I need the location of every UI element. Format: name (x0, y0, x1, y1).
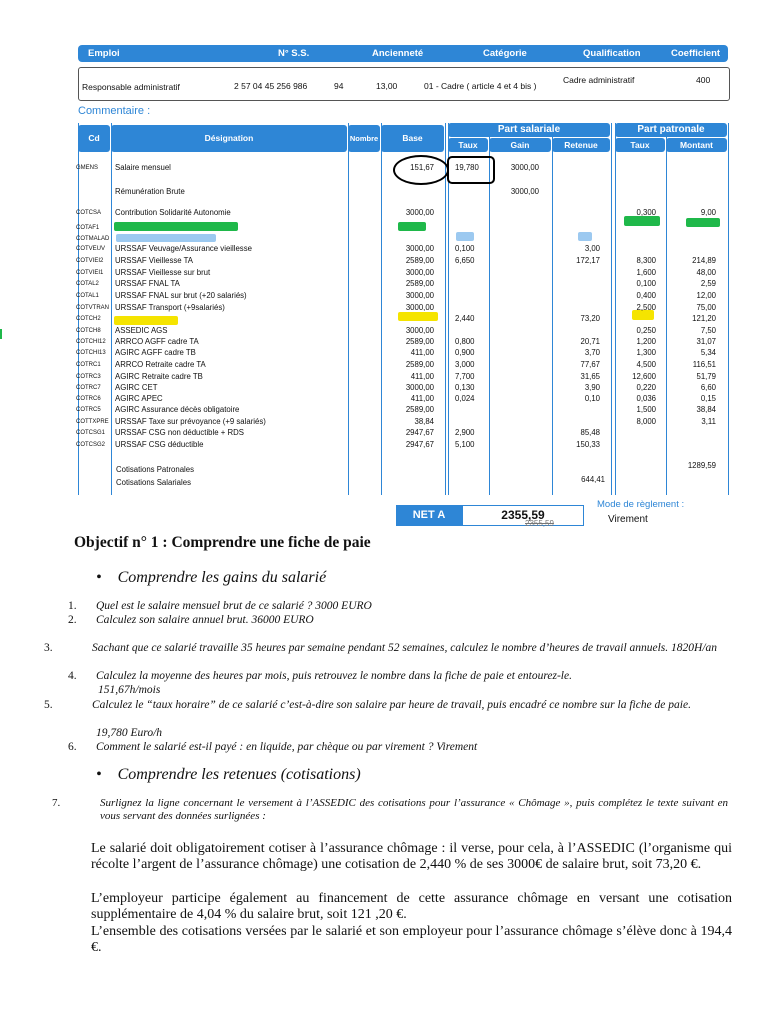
row-11-mt: 121,20 (692, 314, 716, 323)
employee-ss: 2 57 04 45 256 986 (234, 81, 308, 91)
row-2-base: 3000,00 (405, 208, 434, 217)
section-gains: • Comprendre les gains du salarié (96, 569, 327, 586)
row-22-taux: 5,100 (455, 440, 475, 449)
row-21-des: URSSAF CSG non déductible + RDS (115, 428, 244, 437)
employee-coefficient: 400 (696, 75, 711, 85)
row-16-mt: 51,79 (696, 372, 716, 381)
row-0-gain: 3000,00 (510, 163, 539, 172)
q4-text: Calculez la moyenne des heures par mois, puis retrouvez le nombre dans la fiche de paie et entourez-le. (96, 670, 572, 682)
row-19-mt: 38,84 (696, 405, 716, 414)
row-21-cd: COTCSG1 (76, 430, 106, 436)
row-16-des: AGIRC Retraite cadre TB (115, 372, 203, 381)
highlight-blue-retenue (578, 232, 592, 241)
highlight-green-designation (114, 222, 238, 231)
row-14-cd: COTCHI13 (76, 350, 106, 356)
q1-number: 1. (68, 600, 77, 612)
row-18-tp: 0,036 (636, 394, 656, 403)
q6-text: Comment le salarié est-il payé : en liquide, par chèque ou par virement ? Virement (96, 741, 478, 753)
highlight-green-montant (686, 218, 720, 227)
q6-number: 6. (68, 741, 77, 753)
colhead-part-salariale: Part salariale (448, 123, 610, 137)
q7-text: Surlignez la ligne concernant le versement à l’ASSEDIC des cotisations pour l’assurance « Chômage », puis complétez le texte suivant en vous servant des données surlignées : (100, 797, 728, 822)
row-6-des: URSSAF Vieillesse TA (115, 256, 193, 265)
employee-anciennete: 13,00 (376, 81, 398, 91)
row-6-ret: 172,17 (576, 256, 600, 265)
row-22-base: 2947,67 (405, 440, 434, 449)
row-17-cd: COTRC7 (76, 385, 101, 391)
paragraph-salarie: Le salarié doit obligatoirement cotiser à l’assurance chômage : il verse, pour cela, à l’ASSEDIC (l’organisme qui récolte l’argent de l’assurance chômage) une cotisation de 2,440 % de ses 3000€ de salaire brut, soit 73,20 €. (91, 841, 732, 873)
row-21-base: 2947,67 (405, 428, 434, 437)
row-18-ret: 0,10 (584, 394, 600, 403)
employee-ss-key: 94 (334, 81, 344, 91)
total-salariales-value: 644,41 (581, 475, 605, 484)
row-17-mt: 6,60 (700, 383, 716, 392)
row-22-ret: 150,33 (576, 440, 600, 449)
header-categorie: Catégorie (483, 48, 527, 59)
row-7-des: URSSAF Vieillesse sur brut (115, 268, 211, 277)
question-4 (68, 670, 708, 683)
mode-reglement-label: Mode de règlement : (597, 499, 685, 510)
row-14-des: AGIRC AGFF cadre TB (115, 348, 196, 357)
row-20-cd: COTTXPRE (76, 419, 109, 425)
q3-text: Sachant que ce salarié travaille 35 heures par semaine pendant 52 semaines, calculez le nombre d’heures de travail annuels. 1820H/an (92, 642, 718, 654)
row-19-cd: COTRC5 (76, 407, 101, 413)
highlight-green-base (398, 222, 426, 231)
header-anciennete: Ancienneté (372, 48, 424, 59)
colhead-taux-s: Taux (448, 138, 488, 152)
row-2-cd: COTCSA (76, 210, 102, 216)
row-18-base: 411,00 (410, 394, 434, 403)
employee-categorie: 01 - Cadre ( article 4 et 4 bis ) (424, 81, 537, 91)
row-15-tp: 4,500 (636, 360, 656, 369)
row-9-tp: 0,400 (636, 291, 656, 300)
net-a-payer-label: NET A PAYER (396, 505, 462, 526)
question-5 (44, 699, 732, 712)
row-20-mt: 3,11 (701, 417, 716, 426)
exercise-title: Objectif n° 1 : Comprendre une fiche de paie (74, 534, 371, 551)
row-16-cd: COTRC3 (76, 374, 101, 380)
row-1-des: Rémunération Brute (115, 187, 185, 196)
row-7-tp: 1,600 (636, 268, 656, 277)
row-9-cd: COTAL1 (76, 293, 99, 299)
colhead-montant: Montant (666, 138, 727, 152)
row-5-des: URSSAF Veuvage/Assurance vieillesse (115, 244, 252, 253)
row-0-base: 151,67 (410, 163, 434, 172)
row-17-taux: 0,130 (455, 383, 475, 392)
row-18-cd: COTRC6 (76, 396, 101, 402)
row-2-tp: 0,300 (636, 208, 656, 217)
row-15-cd: COTRC1 (76, 362, 101, 368)
row-12-cd: COTCH8 (76, 328, 101, 334)
colhead-cd: Cd (78, 125, 110, 152)
row-5-cd: COTVEUV (76, 246, 106, 252)
row-13-base: 2589,00 (405, 337, 434, 346)
row-20-des: URSSAF Taxe sur prévoyance (+9 salariés) (115, 417, 266, 426)
q5-number: 5. (44, 699, 53, 711)
row-7-cd: COTVIEI1 (76, 270, 104, 276)
colhead-part-patronale: Part patronale (615, 123, 727, 137)
col-nombre (348, 123, 382, 495)
row-6-mt: 214,89 (692, 256, 716, 265)
highlight-blue-designation (116, 234, 216, 242)
row-0-cd: GMENS (76, 165, 99, 171)
row-5-ret: 3,00 (584, 244, 600, 253)
row-19-base: 2589,00 (405, 405, 434, 414)
row-18-mt: 0,15 (700, 394, 716, 403)
row-3-cd: COTAF1 (76, 225, 100, 231)
header-qualification: Qualification (583, 48, 641, 59)
highlight-blue-taux (456, 232, 474, 241)
total-patronales-label: Cotisations Patronales (116, 465, 195, 474)
row-17-base: 3000,00 (405, 383, 434, 392)
row-11-taux: 2,440 (455, 314, 475, 323)
row-4-cd: COTMALAD (76, 236, 110, 242)
row-19-tp: 1,500 (636, 405, 656, 414)
row-13-des: ARRCO AGFF cadre TA (115, 337, 199, 346)
row-8-base: 2589,00 (405, 279, 434, 288)
row-10-des: URSSAF Transport (+9salariés) (115, 303, 225, 312)
question-3 (44, 642, 732, 655)
row-21-taux: 2,900 (455, 428, 475, 437)
row-1-gain: 3000,00 (510, 187, 539, 196)
row-8-cd: COTAL2 (76, 281, 99, 287)
mode-reglement-value: Virement (608, 514, 648, 525)
row-10-mt: 75,00 (696, 303, 716, 312)
row-12-base: 3000,00 (405, 326, 434, 335)
highlight-green-taux-p (624, 216, 660, 226)
total-salariales-label: Cotisations Salariales (116, 478, 191, 487)
row-12-mt: 7,50 (700, 326, 716, 335)
row-18-taux: 0,024 (455, 394, 475, 403)
row-16-ret: 31,65 (580, 372, 600, 381)
paragraph-employeur: L’employeur participe également au financement de cette assurance chômage en versant une cotisation supplémentaire de 4,04 % du salaire brut, soit 121 ,20 €. (91, 891, 732, 923)
payslip-header-bar (78, 45, 728, 62)
row-0-taux: 19,780 (455, 163, 479, 172)
header-ss: N° S.S. (278, 48, 310, 59)
row-18-des: AGIRC APEC (115, 394, 163, 403)
row-16-tp: 12,600 (632, 372, 656, 381)
row-16-taux: 7,700 (455, 372, 475, 381)
net-strike-value: 2355,59 (525, 519, 554, 528)
employee-qualification: Cadre administratif (563, 75, 635, 85)
row-14-taux: 0,900 (455, 348, 475, 357)
colhead-nombre: Nombre (348, 125, 380, 152)
row-0-des: Salaire mensuel (115, 163, 171, 172)
header-coefficient: Coefficient (671, 48, 721, 59)
colhead-gain: Gain (489, 138, 551, 152)
row-17-des: AGIRC CET (115, 383, 158, 392)
row-13-taux: 0,800 (455, 337, 475, 346)
q4-answer: 151,67h/mois (98, 684, 161, 696)
row-13-mt: 31,07 (696, 337, 716, 346)
row-2-des: Contribution Solidarité Autonomie (115, 208, 231, 217)
row-11-cd: COTCH2 (76, 316, 101, 322)
section-gains-text: Comprendre les gains du salarié (117, 569, 327, 586)
employee-emploi: Responsable administratif (82, 82, 180, 92)
row-9-des: URSSAF FNAL sur brut (+20 salariés) (115, 291, 247, 300)
q5-text: Calculez le “taux horaire” de ce salarié c’est-à-dire son salaire par heure de travail, puis encadré ce nombre sur la fiche de paie. (92, 699, 691, 711)
row-15-base: 2589,00 (405, 360, 434, 369)
row-5-base: 3000,00 (405, 244, 434, 253)
net-a-payer-value: 2355,59 (462, 505, 584, 526)
row-21-ret: 85,48 (580, 428, 600, 437)
row-14-mt: 5,34 (700, 348, 716, 357)
comment-label: Commentaire : (78, 105, 151, 117)
row-12-tp: 0,250 (636, 326, 656, 335)
row-22-cd: COTCSG2 (76, 442, 106, 448)
q7-number: 7. (52, 797, 61, 809)
row-6-tp: 8,300 (636, 256, 656, 265)
q1-text: Quel est le salaire mensuel brut de ce salarié ? 3000 EURO (96, 600, 372, 612)
question-2 (68, 614, 314, 627)
paragraph-ensemble: L’ensemble des cotisations versées par le salarié et son employeur pour l’assurance chômage s’élève donc à 194,4 €. (91, 924, 732, 956)
row-13-ret: 20,71 (580, 337, 600, 346)
row-15-ret: 77,67 (580, 360, 600, 369)
colhead-designation: Désignation (111, 125, 347, 152)
row-9-base: 3000,00 (405, 291, 434, 300)
row-6-base: 2589,00 (405, 256, 434, 265)
row-17-ret: 3,90 (584, 383, 600, 392)
row-10-tp: 2,500 (636, 303, 656, 312)
question-1 (68, 600, 372, 613)
q3-number: 3. (44, 642, 53, 654)
row-11-ret: 73,20 (580, 314, 600, 323)
row-20-base: 38,84 (414, 417, 434, 426)
row-14-tp: 1,300 (636, 348, 656, 357)
row-13-cd: COTCHI12 (76, 339, 106, 345)
highlight-yellow-base (398, 312, 438, 321)
total-patronales-value: 1289,59 (687, 461, 716, 470)
section-retenues: • Comprendre les retenues (cotisations) (96, 766, 361, 783)
q5-answer: 19,780 Euro/h (96, 727, 163, 739)
row-14-base: 411,00 (410, 348, 434, 357)
row-10-cd: COTVTRAN (76, 305, 109, 311)
col-gain (489, 123, 553, 495)
q2-text: Calculez son salaire annuel brut. 36000 EURO (96, 614, 314, 626)
question-6 (68, 741, 477, 754)
row-22-des: URSSAF CSG déductible (115, 440, 204, 449)
row-6-taux: 6,650 (455, 256, 475, 265)
employee-info-box (78, 67, 730, 101)
section-retenues-text: Comprendre les retenues (cotisations) (117, 766, 361, 783)
row-2-mt: 9,00 (700, 208, 716, 217)
row-7-mt: 48,00 (696, 268, 716, 277)
row-8-mt: 2,59 (700, 279, 716, 288)
row-15-des: ARRCO Retraite cadre TA (115, 360, 206, 369)
row-8-des: URSSAF FNAL TA (115, 279, 180, 288)
row-15-mt: 116,51 (692, 360, 716, 369)
row-13-tp: 1,200 (636, 337, 656, 346)
header-emploi: Emploi (88, 48, 120, 59)
row-8-tp: 0,100 (636, 279, 656, 288)
highlight-yellow-designation (114, 316, 178, 325)
row-12-des: ASSEDIC AGS (115, 326, 168, 335)
row-7-base: 3000,00 (405, 268, 434, 277)
row-6-cd: COTVIEI2 (76, 258, 104, 264)
row-17-tp: 0,220 (636, 383, 656, 392)
row-16-base: 411,00 (410, 372, 434, 381)
row-15-taux: 3,000 (455, 360, 475, 369)
row-14-ret: 3,70 (584, 348, 600, 357)
row-10-base: 3000,00 (405, 303, 434, 312)
row-5-taux: 0,100 (455, 244, 475, 253)
row-19-des: AGIRC Assurance décès obligatoire (115, 405, 240, 414)
row-9-mt: 12,00 (696, 291, 716, 300)
margin-mark (0, 329, 2, 339)
colhead-retenue: Retenue (552, 138, 610, 152)
q2-number: 2. (68, 614, 77, 626)
row-20-tp: 8,000 (636, 417, 656, 426)
colhead-base: Base (381, 125, 444, 152)
colhead-taux-p: Taux (615, 138, 665, 152)
question-7 (52, 797, 728, 823)
q4-number: 4. (68, 670, 77, 682)
